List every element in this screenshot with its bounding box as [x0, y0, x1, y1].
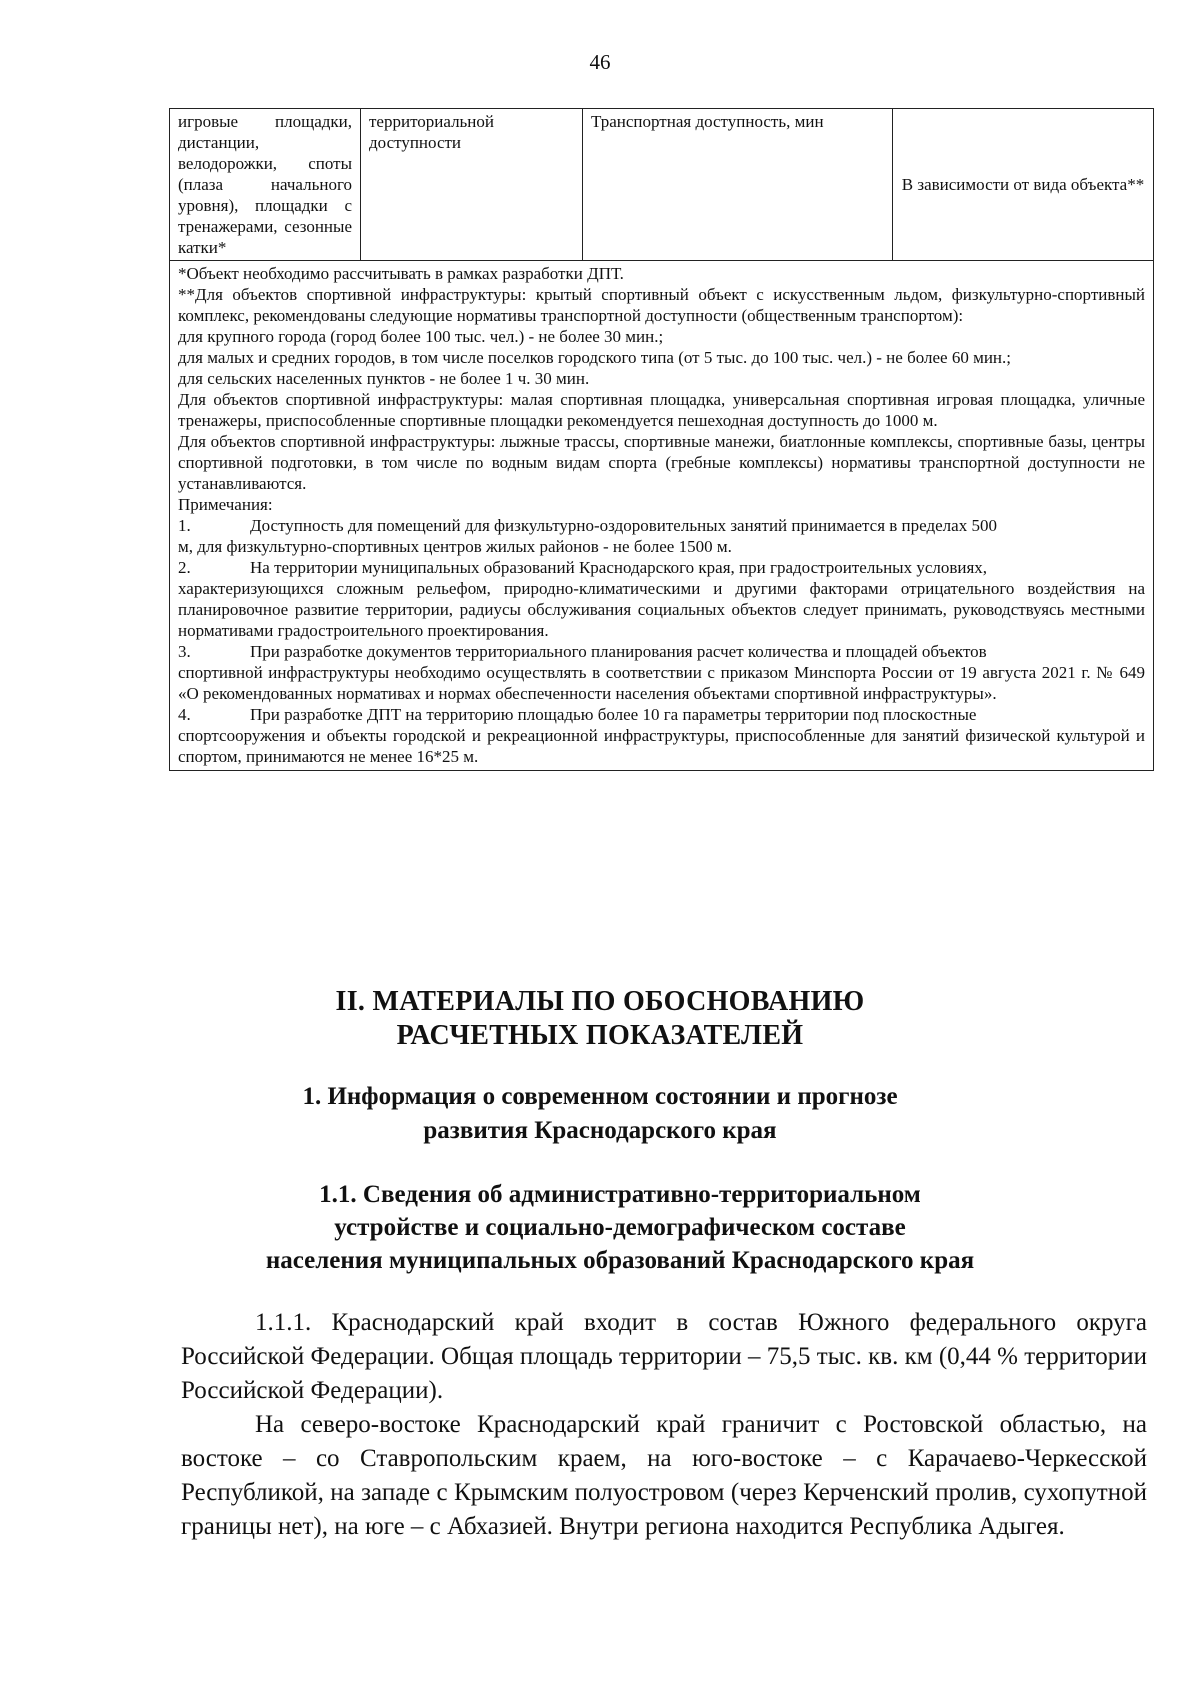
remark-text-continued: спортивной инфраструктуры необходимо осуществлять в соответствии с приказом Минспорта России от 19 августа 2021 г. № 649 «О рекомендованных нормативах и нормах обеспеченности населения объектами спортивной инфраструктуры». [178, 663, 1145, 703]
remarks-title: Примечания: [178, 495, 273, 514]
remark-text-continued: спортсооружения и объекты городской и рекреационной инфраструктуры, приспособленные для занятий физической культурой и спортом, принимаются не менее 16*25 м. [178, 726, 1145, 766]
table-notes-row [170, 261, 1154, 771]
subsubsection-heading [40, 1178, 1200, 1277]
remark-text: При разработке ДПТ на территорию площадью более 10 га параметры территории под плоскостные [250, 705, 977, 724]
note-6: Для объектов спортивной инфраструктуры: малая спортивная площадка, универсальная спортивная игровая площадка, уличные тренажеры, приспособленные спортивные площадки рекомендуется пешеходная доступность до 1000 м. [178, 390, 1145, 430]
standards-table [169, 108, 1154, 771]
remark-item-4 [178, 704, 1145, 767]
table-row [170, 109, 1154, 261]
subsection-heading-line-2: развития Краснодарского края [423, 1117, 777, 1144]
note-5: для сельских населенных пунктов - не более 1 ч. 30 мин. [178, 369, 590, 388]
remark-number: 1. [178, 516, 191, 535]
note-3: для крупного города (город более 100 тыс. чел.) - не более 30 мин.; [178, 327, 664, 346]
section-heading-line-2: РАСЧЕТНЫХ ПОКАЗАТЕЛЕЙ [396, 1020, 804, 1051]
remark-number: 4. [178, 705, 191, 724]
table-cell-value [893, 109, 1154, 261]
table-cell-indicator: Транспортная доступность, мин [583, 109, 893, 261]
note-2: **Для объектов спортивной инфраструктуры: крытый спортивный объект с искусственным льдом, физкультурно-спортивный комплекс, рекомендованы следующие нормативы транспортной доступности (общественным транспортом): [178, 285, 1145, 325]
note-1: *Объект необходимо рассчитывать в рамках разработки ДПТ. [178, 264, 624, 283]
remark-text: Доступность для помещений для физкультурно-оздоровительных занятий принимается в пределах 500 [250, 516, 997, 535]
remark-text-continued: м, для физкультурно-спортивных центров жилых районов - не более 1500 м. [178, 537, 732, 556]
section-heading [0, 985, 1200, 1053]
subsubsection-heading-line-2: устройстве и социально-демографическом составе [334, 1214, 906, 1241]
table-cell-object-types: игровые площадки, дистанции, велодорожки, споты (плаза начального уровня), площадки с тренажерами, сезонные катки* [170, 109, 361, 261]
subsubsection-heading-line-1: 1.1. Сведения об административно-территориальном [319, 1181, 921, 1208]
note-7: Для объектов спортивной инфраструктуры: лыжные трассы, спортивные манежи, биатлонные комплексы, спортивные базы, центры спортивной подготовки, в том числе по водным видам спорта (гребные комплексы) нормативы транспортной доступности не устанавливаются. [178, 432, 1145, 493]
subsection-heading [0, 1080, 1200, 1148]
section-heading-line-1: II. МАТЕРИАЛЫ ПО ОБОСНОВАНИЮ [335, 986, 865, 1017]
subsubsection-heading-line-3: населения муниципальных образований Краснодарского края [265, 1247, 975, 1274]
remark-number: 3. [178, 642, 191, 661]
remark-number: 2. [178, 558, 191, 577]
remark-item-3 [178, 641, 1145, 704]
subsection-heading-line-1: 1. Информация о современном состоянии и прогнозе [302, 1083, 898, 1110]
body-text [181, 1306, 1147, 1544]
remark-item-1 [178, 515, 1145, 557]
remark-text-continued: характеризующихся сложным рельефом, природно-климатическими и другими факторами отрицательного воздействия на планировочное развитие территории, радиусы обслуживания социальных объектов следует принимать, руководствуясь местными нормативами градостроительного проектирования. [178, 579, 1145, 640]
paragraph-1: 1.1.1. Краснодарский край входит в состав Южного федерального округа Российской Федерации. Общая площадь территории – 75,5 тыс. кв. км (0,44 % территории Российской Федерации). [181, 1309, 1147, 1404]
remark-item-2 [178, 557, 1145, 641]
table-cell-accessibility-type: территориальной доступности [361, 109, 583, 261]
note-4: для малых и средних городов, в том числе поселков городского типа (от 5 тыс. до 100 тыс. чел.) - не более 60 мин.; [178, 348, 1011, 367]
remark-text: При разработке документов территориального планирования расчет количества и площадей объектов [250, 642, 987, 661]
table-cell-value-text: В зависимости от вида объекта** [901, 175, 1145, 194]
remark-text: На территории муниципальных образований Краснодарского края, при градостроительных условиях, [250, 558, 988, 577]
paragraph-2: На северо-востоке Краснодарский край граничит с Ростовской областью, на востоке – со Ставропольским краем, на юго-востоке – с Карачаево-Черкесской Республикой, на западе с Крымским полуостровом (через Керченский пролив, сухопутной границы нет), на юге – с Абхазией. Внутри региона находится Республика Адыгея. [181, 1411, 1147, 1540]
table-notes [170, 261, 1154, 771]
page-number: 46 [589, 50, 611, 74]
